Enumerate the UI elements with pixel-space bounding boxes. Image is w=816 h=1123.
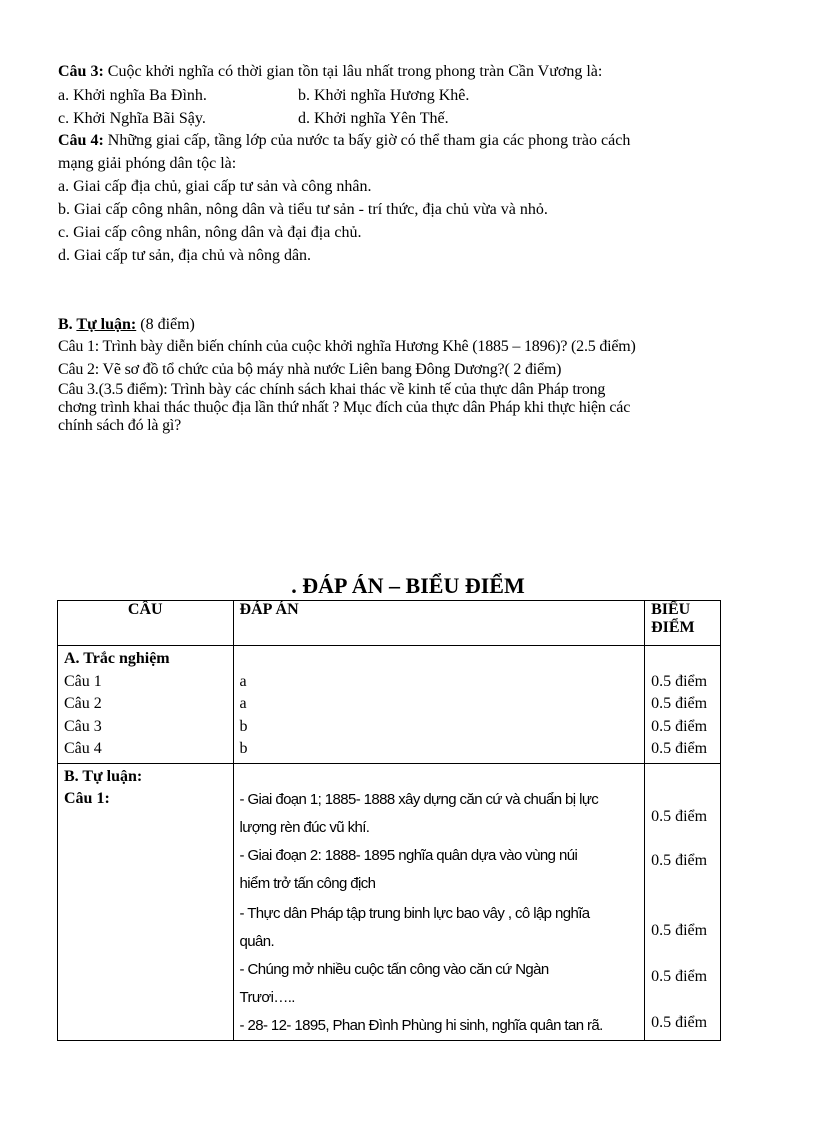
- section-a-row: [58, 646, 721, 764]
- header-question: CÂU: [58, 601, 234, 646]
- section-b-questions: [58, 763, 234, 1040]
- q3-option-c: c. Khởi Nghĩa Bãi Sậy.: [58, 110, 206, 127]
- question-4-stem-line-1: [58, 132, 630, 150]
- question-3-options-row-2: [58, 110, 758, 128]
- section-a-label: A. Trắc nghiệm: [64, 650, 170, 667]
- essay-heading: [58, 316, 195, 334]
- list-item: Câu 1: [64, 672, 102, 690]
- list-item: b: [239, 717, 248, 735]
- section-b-question-1-label: Câu 1:: [64, 789, 110, 807]
- list-item: 0.5 điểm: [651, 1013, 708, 1031]
- question-3-label: Câu 3:: [58, 63, 104, 80]
- header-score-line-1: BIỂU: [651, 601, 691, 618]
- q4-option-a: a. Giai cấp địa chủ, giai cấp tư sản và công nhân.: [58, 178, 372, 195]
- essay-heading-label: Tự luận:: [76, 316, 137, 333]
- list-item: 0.5 điểm: [651, 672, 708, 690]
- header-score: [645, 601, 721, 646]
- answer-key-table: [57, 600, 721, 1041]
- list-item: - Giai đoạn 2: 1888- 1895 nghĩa quân dựa vào vùng núi hiểm trở tấn công địch: [239, 846, 578, 892]
- question-3-options-row-1: [58, 87, 758, 105]
- essay-question-3-line-2: chơng trình khai thác thuộc địa lần thứ nhất ? Mục đích của thực dân Pháp khi thực hiện các: [58, 399, 631, 416]
- answer-key-title: . ĐÁP ÁN – BIỂU ĐIỂM: [291, 573, 525, 598]
- q4-option-b: b. Giai cấp công nhân, nông dân và tiểu tư sản - trí thức, địa chủ vừa và nhỏ.: [58, 201, 548, 218]
- list-item: 0.5 điểm: [651, 921, 708, 939]
- essay-question-2: Câu 2: Vẽ sơ đồ tổ chức của bộ máy nhà nước Liên bang Đông Dương?( 2 điểm): [58, 361, 562, 378]
- list-item: 0.5 điểm: [651, 717, 708, 735]
- list-item: Câu 3: [64, 717, 102, 735]
- question-3-text: Cuộc khởi nghĩa có thời gian tồn tại lâu nhất trong phong tràn Cần Vương là:: [103, 63, 603, 80]
- header-score-line-2: ĐIỂM: [651, 619, 695, 636]
- essay-heading-points: (8 điểm): [136, 316, 195, 333]
- section-a-answers: [233, 646, 645, 764]
- section-b-scores: [645, 763, 721, 1040]
- q3-option-d: d. Khởi nghĩa Yên Thế.: [298, 110, 449, 127]
- section-b-row: [58, 763, 721, 1040]
- list-item: 0.5 điểm: [651, 851, 708, 869]
- list-item: - 28- 12- 1895, Phan Đình Phùng hi sinh, nghĩa quân tan rã.: [239, 1016, 603, 1034]
- header-answer: ĐÁP ÁN: [233, 601, 645, 646]
- list-item: 0.5 điểm: [651, 695, 708, 712]
- essay-question-3-line-3: chính sách đó là gì?: [58, 417, 182, 434]
- q3-option-a: a. Khởi nghĩa Ba Đình.: [58, 87, 207, 104]
- list-item: b: [239, 740, 248, 757]
- list-item: - Chúng mở nhiều cuộc tấn công vào căn cứ Ngàn Trươi…..: [239, 960, 549, 1006]
- question-4-label: Câu 4:: [58, 132, 104, 149]
- section-a-scores: [645, 646, 721, 764]
- list-item: - Giai đoạn 1; 1885- 1888 xây dựng căn cứ và chuẩn bị lực lượng rèn đúc vũ khí.: [239, 790, 599, 836]
- essay-question-3-line-1: Câu 3.(3.5 điểm): Trình bày các chính sách khai thác về kinh tế của thực dân Pháp trong: [58, 381, 606, 398]
- list-item: Câu 4: [64, 740, 102, 757]
- section-b-label: B. Tự luận:: [64, 767, 143, 785]
- list-item: 0.5 điểm: [651, 740, 708, 757]
- q4-option-c: c. Giai cấp công nhân, nông dân và đại địa chủ.: [58, 224, 362, 241]
- section-b-answers: [233, 763, 645, 1040]
- list-item: a: [239, 672, 247, 690]
- q4-option-d: d. Giai cấp tư sản, địa chủ và nông dân.: [58, 247, 312, 264]
- list-item: Câu 2: [64, 695, 102, 712]
- list-item: 0.5 điểm: [651, 807, 708, 825]
- q3-option-b: b. Khởi nghĩa Hương Khê.: [298, 87, 470, 104]
- list-item: - Thực dân Pháp tập trung binh lực bao vây , cô lập nghĩa quân.: [239, 904, 590, 950]
- section-a-questions: [58, 646, 234, 764]
- list-item: a: [239, 695, 247, 712]
- essay-heading-prefix: B.: [58, 316, 77, 333]
- question-3-stem: [58, 63, 602, 81]
- essay-question-1: Câu 1: Trình bày diễn biến chính của cuộc khởi nghĩa Hương Khê (1885 – 1896)? (2.5 điểm): [58, 338, 636, 355]
- question-4-stem-line-2: mạng giải phóng dân tộc là:: [58, 155, 237, 172]
- list-item: 0.5 điểm: [651, 967, 708, 985]
- table-header-row: [58, 601, 721, 646]
- question-4-text-1: Những giai cấp, tầng lớp của nước ta bấy giờ có thể tham gia các phong trào cách: [103, 132, 631, 149]
